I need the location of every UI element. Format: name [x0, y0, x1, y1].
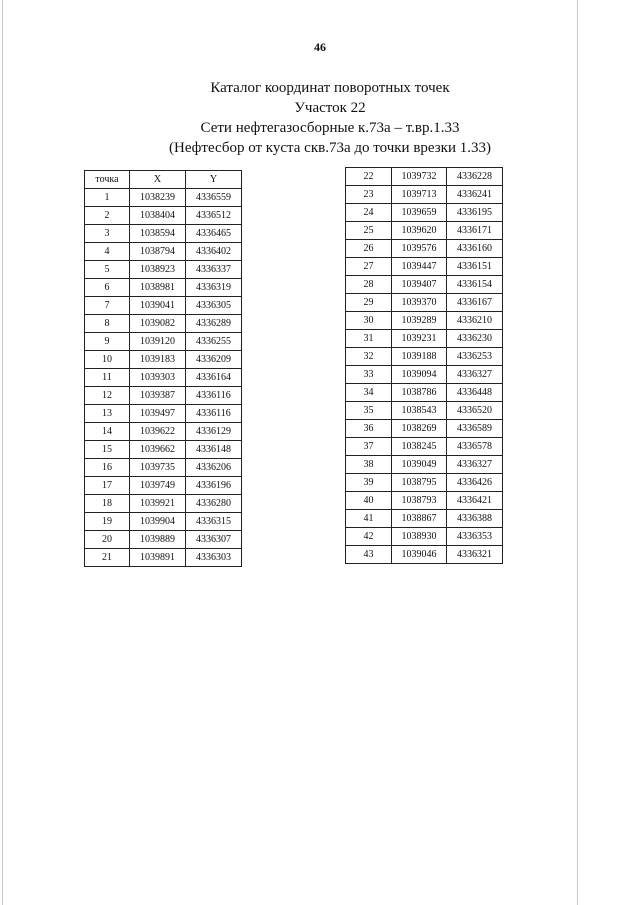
table-row	[85, 189, 242, 207]
x-coordinate-cell: 1038594	[130, 225, 186, 243]
x-coordinate-cell: 1039662	[130, 441, 186, 459]
point-number-cell: 17	[85, 477, 130, 495]
y-coordinate-cell: 4336253	[447, 348, 503, 366]
point-number-cell: 34	[346, 384, 392, 402]
title-line-1: Каталог координат поворотных точек	[210, 80, 450, 96]
table-row	[85, 243, 242, 261]
y-coordinate-cell: 4336388	[447, 510, 503, 528]
y-coordinate-cell: 4336426	[447, 474, 503, 492]
table-row	[346, 186, 503, 204]
table-row	[346, 384, 503, 402]
table-row	[85, 369, 242, 387]
table-row	[85, 297, 242, 315]
x-coordinate-cell: 1039732	[392, 168, 447, 186]
table-row	[346, 330, 503, 348]
x-coordinate-cell: 1039082	[130, 315, 186, 333]
y-coordinate-cell: 4336448	[447, 384, 503, 402]
point-number-cell: 18	[85, 495, 130, 513]
table-row	[85, 423, 242, 441]
table-row	[85, 333, 242, 351]
table-row	[85, 225, 242, 243]
x-coordinate-cell: 1039622	[130, 423, 186, 441]
y-coordinate-cell: 4336171	[447, 222, 503, 240]
table-row	[346, 438, 503, 456]
y-coordinate-cell: 4336196	[186, 477, 242, 495]
point-number-cell: 32	[346, 348, 392, 366]
x-coordinate-cell: 1039387	[130, 387, 186, 405]
table-row	[85, 441, 242, 459]
y-coordinate-cell: 4336129	[186, 423, 242, 441]
y-coordinate-cell: 4336421	[447, 492, 503, 510]
table-row	[346, 546, 503, 564]
y-coordinate-cell: 4336327	[447, 456, 503, 474]
table-row	[85, 387, 242, 405]
x-coordinate-cell: 1039046	[392, 546, 447, 564]
point-number-cell: 39	[346, 474, 392, 492]
x-coordinate-cell: 1039183	[130, 351, 186, 369]
point-number-cell: 16	[85, 459, 130, 477]
table-row	[85, 513, 242, 531]
point-number-cell: 13	[85, 405, 130, 423]
point-number-cell: 33	[346, 366, 392, 384]
point-number-cell: 38	[346, 456, 392, 474]
point-number-cell: 27	[346, 258, 392, 276]
point-number-cell: 7	[85, 297, 130, 315]
y-coordinate-cell: 4336154	[447, 276, 503, 294]
point-number-cell: 2	[85, 207, 130, 225]
table-row	[85, 495, 242, 513]
point-number-cell: 15	[85, 441, 130, 459]
table-row	[346, 276, 503, 294]
point-number-cell: 26	[346, 240, 392, 258]
table-row	[85, 405, 242, 423]
y-coordinate-cell: 4336307	[186, 531, 242, 549]
x-coordinate-cell: 1038930	[392, 528, 447, 546]
x-coordinate-cell: 1039891	[130, 549, 186, 567]
x-coordinate-cell: 1039749	[130, 477, 186, 495]
point-number-cell: 22	[346, 168, 392, 186]
point-number-cell: 3	[85, 225, 130, 243]
x-coordinate-cell: 1039120	[130, 333, 186, 351]
x-coordinate-cell: 1039049	[392, 456, 447, 474]
x-coordinate-cell: 1038981	[130, 279, 186, 297]
point-number-cell: 21	[85, 549, 130, 567]
y-coordinate-cell: 4336206	[186, 459, 242, 477]
y-coordinate-cell: 4336402	[186, 243, 242, 261]
point-number-cell: 12	[85, 387, 130, 405]
x-coordinate-cell: 1039447	[392, 258, 447, 276]
scan-edge-left	[2, 0, 3, 905]
y-coordinate-cell: 4336289	[186, 315, 242, 333]
point-number-cell: 31	[346, 330, 392, 348]
x-coordinate-cell: 1039188	[392, 348, 447, 366]
y-coordinate-cell: 4336280	[186, 495, 242, 513]
scan-edge-right	[577, 0, 578, 905]
table-row	[346, 528, 503, 546]
x-coordinate-cell: 1038923	[130, 261, 186, 279]
x-coordinate-cell: 1039620	[392, 222, 447, 240]
x-coordinate-cell: 1039889	[130, 531, 186, 549]
point-number-cell: 30	[346, 312, 392, 330]
header-point: точка	[85, 171, 130, 189]
table-row	[346, 348, 503, 366]
y-coordinate-cell: 4336210	[447, 312, 503, 330]
y-coordinate-cell: 4336520	[447, 402, 503, 420]
point-number-cell: 35	[346, 402, 392, 420]
y-coordinate-cell: 4336353	[447, 528, 503, 546]
page-number: 46	[314, 40, 326, 54]
x-coordinate-cell: 1039713	[392, 186, 447, 204]
x-coordinate-cell: 1038245	[392, 438, 447, 456]
point-number-cell: 4	[85, 243, 130, 261]
x-coordinate-cell: 1039497	[130, 405, 186, 423]
point-number-cell: 9	[85, 333, 130, 351]
x-coordinate-cell: 1039303	[130, 369, 186, 387]
table-row	[85, 261, 242, 279]
table-row	[346, 474, 503, 492]
table-row	[346, 258, 503, 276]
point-number-cell: 20	[85, 531, 130, 549]
x-coordinate-cell: 1039370	[392, 294, 447, 312]
table-row	[346, 204, 503, 222]
x-coordinate-cell: 1039094	[392, 366, 447, 384]
y-coordinate-cell: 4336195	[447, 204, 503, 222]
y-coordinate-cell: 4336116	[186, 387, 242, 405]
table-row	[85, 351, 242, 369]
x-coordinate-cell: 1038793	[392, 492, 447, 510]
point-number-cell: 6	[85, 279, 130, 297]
table-row	[85, 207, 242, 225]
table-header-row	[85, 171, 242, 189]
table-row	[346, 168, 503, 186]
y-coordinate-cell: 4336303	[186, 549, 242, 567]
title-line-3: Сети нефтегазосборные к.73а – т.вр.1.33	[200, 120, 460, 136]
x-coordinate-cell: 1039921	[130, 495, 186, 513]
point-number-cell: 24	[346, 204, 392, 222]
y-coordinate-cell: 4336559	[186, 189, 242, 207]
table-row	[346, 366, 503, 384]
y-coordinate-cell: 4336337	[186, 261, 242, 279]
y-coordinate-cell: 4336167	[447, 294, 503, 312]
table-row	[346, 510, 503, 528]
point-number-cell: 14	[85, 423, 130, 441]
y-coordinate-cell: 4336589	[447, 420, 503, 438]
y-coordinate-cell: 4336512	[186, 207, 242, 225]
point-number-cell: 25	[346, 222, 392, 240]
y-coordinate-cell: 4336160	[447, 240, 503, 258]
table-row	[85, 549, 242, 567]
point-number-cell: 42	[346, 528, 392, 546]
point-number-cell: 23	[346, 186, 392, 204]
table-row	[85, 279, 242, 297]
x-coordinate-cell: 1039735	[130, 459, 186, 477]
x-coordinate-cell: 1039407	[392, 276, 447, 294]
point-number-cell: 28	[346, 276, 392, 294]
table-row	[346, 456, 503, 474]
y-coordinate-cell: 4336255	[186, 333, 242, 351]
title-line-2: Участок 22	[294, 100, 366, 116]
y-coordinate-cell: 4336209	[186, 351, 242, 369]
x-coordinate-cell: 1039041	[130, 297, 186, 315]
table-row	[85, 459, 242, 477]
table-row	[346, 420, 503, 438]
point-number-cell: 43	[346, 546, 392, 564]
coordinates-table-left	[84, 170, 242, 567]
point-number-cell: 37	[346, 438, 392, 456]
y-coordinate-cell: 4336151	[447, 258, 503, 276]
y-coordinate-cell: 4336465	[186, 225, 242, 243]
point-number-cell: 40	[346, 492, 392, 510]
document-title	[120, 78, 540, 158]
y-coordinate-cell: 4336315	[186, 513, 242, 531]
y-coordinate-cell: 4336241	[447, 186, 503, 204]
y-coordinate-cell: 4336116	[186, 405, 242, 423]
x-coordinate-cell: 1038867	[392, 510, 447, 528]
point-number-cell: 5	[85, 261, 130, 279]
x-coordinate-cell: 1039576	[392, 240, 447, 258]
y-coordinate-cell: 4336164	[186, 369, 242, 387]
table-row	[346, 240, 503, 258]
y-coordinate-cell: 4336148	[186, 441, 242, 459]
x-coordinate-cell: 1038786	[392, 384, 447, 402]
point-number-cell: 41	[346, 510, 392, 528]
table-row	[346, 492, 503, 510]
x-coordinate-cell: 1039231	[392, 330, 447, 348]
x-coordinate-cell: 1038795	[392, 474, 447, 492]
x-coordinate-cell: 1039904	[130, 513, 186, 531]
table-row	[85, 315, 242, 333]
x-coordinate-cell: 1038543	[392, 402, 447, 420]
table-row	[85, 531, 242, 549]
point-number-cell: 8	[85, 315, 130, 333]
x-coordinate-cell: 1039659	[392, 204, 447, 222]
header-y: Y	[186, 171, 242, 189]
point-number-cell: 1	[85, 189, 130, 207]
x-coordinate-cell: 1038239	[130, 189, 186, 207]
table-row	[346, 402, 503, 420]
point-number-cell: 10	[85, 351, 130, 369]
point-number-cell: 11	[85, 369, 130, 387]
point-number-cell: 36	[346, 420, 392, 438]
x-coordinate-cell: 1038794	[130, 243, 186, 261]
coordinates-table-right	[345, 167, 503, 564]
title-line-4: (Нефтесбор от куста скв.73а до точки врезки 1.33)	[169, 140, 491, 156]
header-x: X	[130, 171, 186, 189]
y-coordinate-cell: 4336230	[447, 330, 503, 348]
y-coordinate-cell: 4336327	[447, 366, 503, 384]
point-number-cell: 19	[85, 513, 130, 531]
table-row	[346, 312, 503, 330]
x-coordinate-cell: 1038269	[392, 420, 447, 438]
y-coordinate-cell: 4336319	[186, 279, 242, 297]
table-row	[346, 294, 503, 312]
x-coordinate-cell: 1038404	[130, 207, 186, 225]
table-row	[346, 222, 503, 240]
y-coordinate-cell: 4336321	[447, 546, 503, 564]
y-coordinate-cell: 4336305	[186, 297, 242, 315]
x-coordinate-cell: 1039289	[392, 312, 447, 330]
table-row	[85, 477, 242, 495]
y-coordinate-cell: 4336578	[447, 438, 503, 456]
y-coordinate-cell: 4336228	[447, 168, 503, 186]
point-number-cell: 29	[346, 294, 392, 312]
